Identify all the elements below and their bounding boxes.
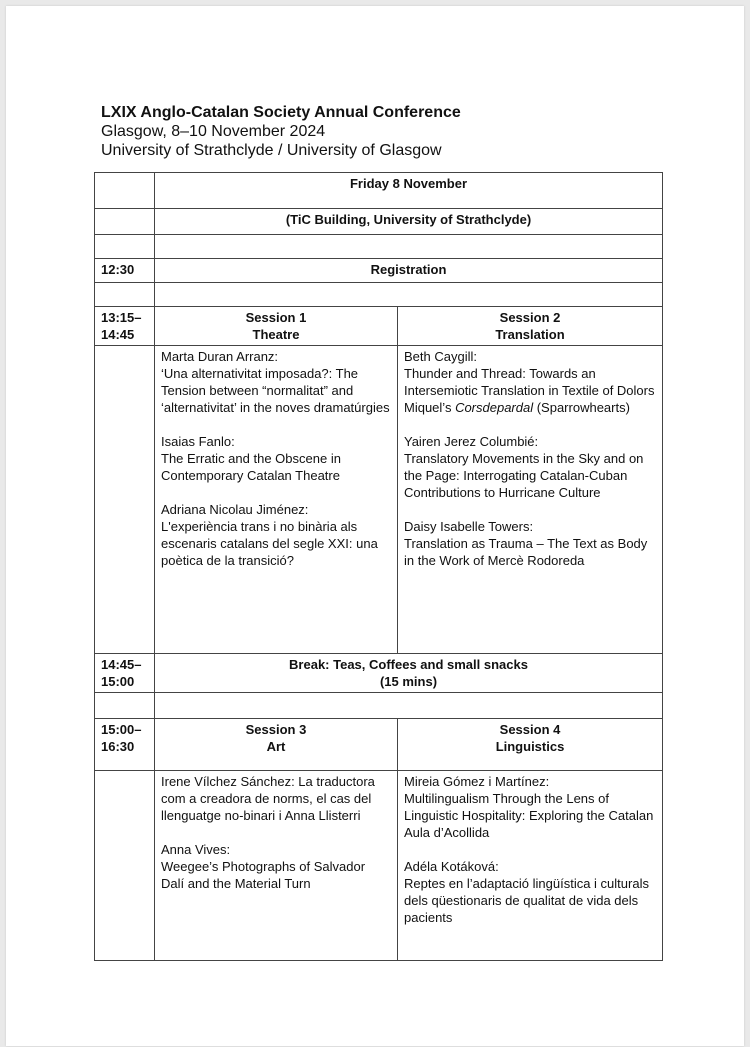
paper-author: Isaias Fanlo:	[161, 434, 235, 449]
session-3-papers	[155, 771, 398, 961]
registration-label: Registration	[155, 259, 663, 283]
table-row	[95, 771, 663, 961]
paper-entry	[404, 518, 656, 569]
paper-entry	[161, 433, 391, 484]
session-number: Session 1	[245, 310, 307, 325]
paper-author: Adriana Nicolau Jiménez:	[161, 502, 309, 517]
empty-cell	[95, 346, 155, 654]
session-theme: Theatre	[252, 327, 300, 342]
session-theme: Linguistics	[495, 739, 565, 754]
paper-title: Translatory Movements in the Sky and on the Page: Interrogating Catalan-Cuban Contributions to Hurricane Culture	[404, 451, 644, 500]
empty-cell	[155, 693, 663, 719]
paper-title: Multilingualism Through the Lens of Linguistic Hospitality: Exploring the Catalan Aula d’Acollida	[404, 791, 654, 840]
day-heading: Friday 8 November	[155, 173, 663, 209]
conference-venue: University of Strathclyde / University of Glasgow	[101, 142, 442, 159]
table-row	[95, 719, 663, 771]
session-2-papers	[398, 346, 663, 654]
paper-title: Translation as Trauma – The Text as Body in the Work of Mercè Rodoreda	[404, 536, 648, 568]
session-1-papers	[155, 346, 398, 654]
table-row	[95, 654, 663, 693]
session-1-heading	[155, 307, 398, 346]
table-row	[95, 209, 663, 235]
session-2-heading	[398, 307, 663, 346]
time-start: 13:15–	[101, 310, 142, 325]
paper-title: Reptes en l’adaptació lingüística i culturals dels qüestionaris de qualitat de vida dels pacients	[404, 876, 649, 925]
time-end: 14:45	[101, 327, 135, 342]
empty-cell	[155, 283, 663, 307]
paper-entry	[404, 858, 656, 926]
document-header	[101, 103, 461, 160]
paper-author: Adéla Kotáková:	[404, 859, 499, 874]
paper-author: Mireia Gómez i Martínez:	[404, 774, 550, 789]
empty-cell	[95, 173, 155, 209]
paper-entry	[404, 433, 656, 501]
session-4-heading	[398, 719, 663, 771]
paper-title: L'experiència trans i no binària als escenaris catalans del segle XXI: una poètica de la transició?	[161, 519, 378, 568]
building-heading: (TiC Building, University of Strathclyde)	[155, 209, 663, 235]
paper-author: Daisy Isabelle Towers:	[404, 519, 534, 534]
empty-cell	[95, 235, 155, 259]
empty-cell	[95, 283, 155, 307]
table-row	[95, 259, 663, 283]
break-heading	[155, 654, 663, 693]
paper-author: Anna Vives:	[161, 842, 231, 857]
time-end: 16:30	[101, 739, 135, 754]
paper-entry	[161, 841, 391, 892]
empty-cell	[95, 771, 155, 961]
empty-cell	[95, 209, 155, 235]
paper-title-italic: Corsdepardal	[455, 400, 534, 415]
table-row	[95, 173, 663, 209]
session-theme: Art	[266, 739, 286, 754]
paper-author: Marta Duran Arranz:	[161, 349, 279, 364]
paper-title-text: Thunder and Thread: Towards an Intersemiotic Translation in Textile of Dolors Miquel’s	[404, 366, 655, 415]
block2-time	[95, 719, 155, 771]
paper-entry	[404, 773, 656, 841]
paper-title	[404, 365, 656, 416]
paper-author: Yairen Jerez Columbié:	[404, 434, 539, 449]
session-number: Session 4	[499, 722, 561, 737]
paper-title: ‘Una alternativitat imposada?: The Tension between “normalitat” and ‘alternativitat’ in the noves dramatúrgies	[161, 366, 390, 415]
conference-title: LXIX Anglo-Catalan Society Annual Conference	[101, 104, 461, 121]
paper-title-text: (Sparrowhearts)	[533, 400, 630, 415]
conference-location: Glasgow, 8–10 November 2024	[101, 123, 326, 140]
time-start: 14:45–	[101, 657, 142, 672]
registration-time: 12:30	[95, 259, 155, 283]
break-label: Break: Teas, Coffees and small snacks	[289, 657, 528, 672]
paper-title: The Erratic and the Obscene in Contemporary Catalan Theatre	[161, 451, 341, 483]
session-number: Session 3	[245, 722, 307, 737]
paper-entry	[161, 501, 391, 569]
table-row	[95, 307, 663, 346]
empty-cell	[155, 235, 663, 259]
table-row	[95, 235, 663, 259]
block1-time	[95, 307, 155, 346]
table-row	[95, 283, 663, 307]
table-row	[95, 693, 663, 719]
break-duration: (15 mins)	[379, 674, 438, 689]
session-4-papers	[398, 771, 663, 961]
session-3-heading	[155, 719, 398, 771]
paper-entry	[161, 773, 391, 824]
paper-title: Weegee’s Photographs of Salvador Dalí and the Material Turn	[161, 859, 366, 891]
paper-entry	[161, 348, 391, 416]
session-number: Session 2	[499, 310, 561, 325]
paper-title: Irene Vílchez Sánchez: La traductora com a creadora de norms, el cas del llenguatge no-binari i Anna Llisterri	[161, 774, 375, 823]
break-time	[95, 654, 155, 693]
paper-entry	[404, 348, 656, 416]
table-row	[95, 346, 663, 654]
paper-author: Beth Caygill:	[404, 349, 477, 364]
time-start: 15:00–	[101, 722, 142, 737]
schedule-table	[94, 172, 663, 961]
time-end: 15:00	[101, 674, 135, 689]
empty-cell	[95, 693, 155, 719]
session-theme: Translation	[495, 327, 565, 342]
